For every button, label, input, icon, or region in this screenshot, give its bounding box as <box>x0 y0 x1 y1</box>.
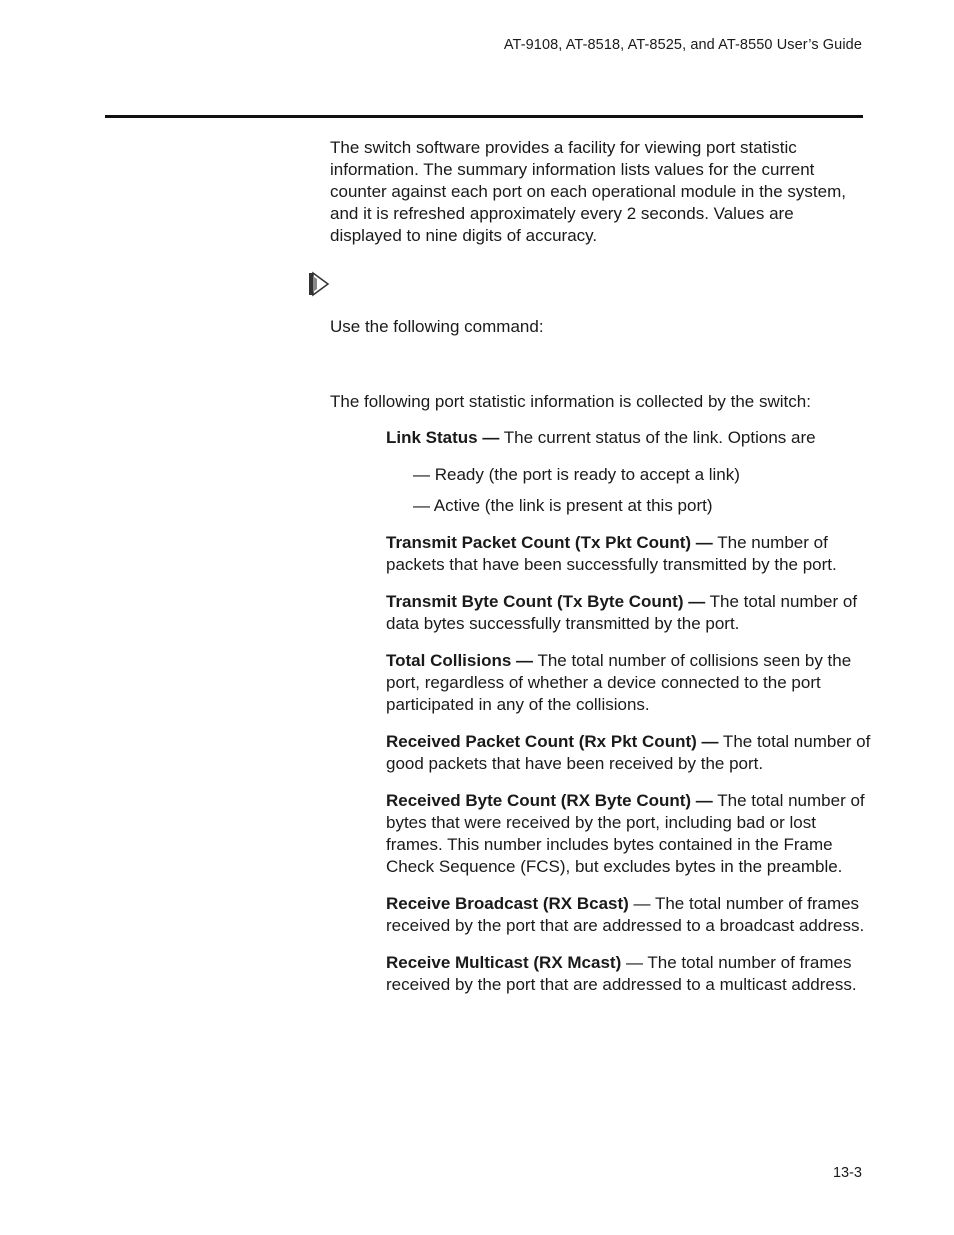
list-item <box>386 790 876 878</box>
list-item <box>386 532 876 576</box>
statistics-list <box>386 427 876 1011</box>
item-term: Receive Broadcast (RX Bcast) <box>386 894 629 913</box>
intro-paragraph: The switch software provides a facility for viewing port statistic information. The summary information lists values for the current counter against each port on each operational module in the system, and it is refreshed approximately every 2 seconds. Values are displayed to nine digits of accuracy. <box>330 138 846 245</box>
item-term: Receive Multicast (RX Mcast) <box>386 953 622 972</box>
item-desc: The total number of data bytes successfully transmitted by the port. <box>386 592 858 633</box>
item-desc: The current status of the link. Options are <box>499 428 816 447</box>
list-item <box>386 650 876 716</box>
list-item <box>386 731 876 775</box>
item-desc: The total number of good packets that have been received by the port. <box>386 732 871 773</box>
item-term: Received Byte Count (RX Byte Count) — <box>386 791 713 810</box>
list-item <box>386 427 876 449</box>
item-term: Transmit Packet Count (Tx Pkt Count) — <box>386 533 713 552</box>
item-term: Transmit Byte Count (Tx Byte Count) — <box>386 592 706 611</box>
running-header: AT-9108, AT-8518, AT-8525, and AT-8550 User’s Guide <box>503 37 862 53</box>
item-desc: The total number of bytes that were received by the port, including bad or lost frames. This number includes bytes contained in the Frame Check Sequence (FCS), but excludes bytes in the preamble. <box>386 791 865 876</box>
item-term: Received Packet Count (Rx Pkt Count) — <box>386 732 719 751</box>
item-desc: — The total number of frames received by the port that are addressed to a broadcast address. <box>386 894 865 935</box>
command-intro: Use the following command: <box>330 317 544 336</box>
option-ready: — Ready (the port is ready to accept a link) <box>413 465 740 484</box>
item-desc: The number of packets that have been successfully transmitted by the port. <box>386 533 837 574</box>
procedure-arrow-icon <box>308 270 330 298</box>
list-intro: The following port statistic information is collected by the switch: <box>330 392 811 411</box>
link-status-options <box>413 464 876 517</box>
item-term: Total Collisions — <box>386 651 534 670</box>
list-item <box>386 952 876 996</box>
list-item <box>386 893 876 937</box>
item-term: Link Status — <box>386 428 500 447</box>
section-rule <box>105 115 863 118</box>
item-desc: The total number of collisions seen by the port, regardless of whether a device connected to the port participated in any of the collisions. <box>386 651 852 714</box>
option-active: — Active (the link is present at this port) <box>413 496 713 515</box>
page-number: 13-3 <box>832 1165 862 1181</box>
item-desc: — The total number of frames received by the port that are addressed to a multicast address. <box>386 953 857 994</box>
list-item <box>386 591 876 635</box>
